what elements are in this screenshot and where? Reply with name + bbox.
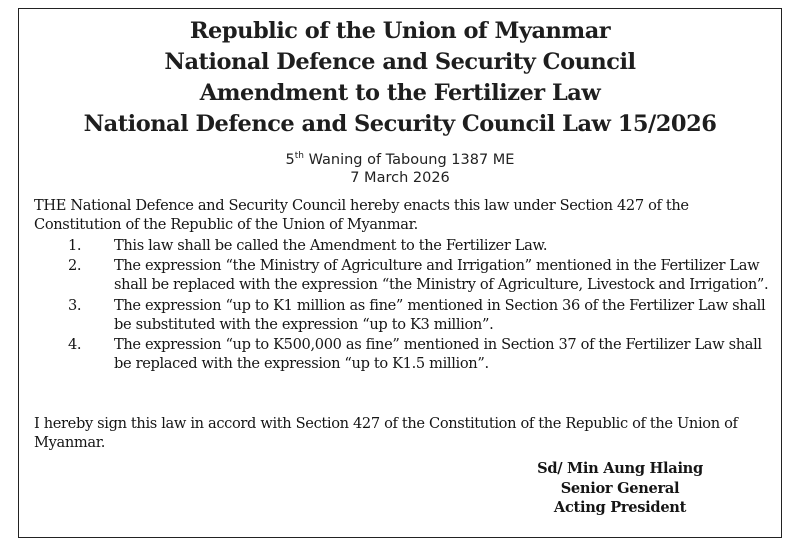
lunar-date <box>18 151 782 169</box>
country-title: Republic of the Union of Myanmar <box>189 18 611 44</box>
enactment-paragraph: THE National Defence and Security Council hereby enacts this law under Section 427 of the Constitution of the Republic of the Union of Myanmar. <box>34 197 689 234</box>
item-text: The expression “up to K500,000 as fine” mentioned in Section 37 of the Fertilizer Law shall be replaced with the expression “up to K1.5 million”. <box>114 336 762 373</box>
lunar-day-suffix: th <box>294 151 304 162</box>
amendment-list <box>34 236 774 374</box>
lunar-day-number: 5 <box>285 152 295 168</box>
item-number: 3. <box>68 296 82 314</box>
signature-block <box>520 459 720 518</box>
law-number-title: National Defence and Security Council Law 15/2026 <box>83 111 717 137</box>
signing-paragraph: I hereby sign this law in accord with Section 427 of the Constitution of the Republic of the Union of Myanmar. <box>34 415 738 452</box>
gregorian-date: 7 March 2026 <box>350 170 450 186</box>
item-number: 4. <box>68 336 82 354</box>
list-item <box>34 335 774 373</box>
list-item <box>34 236 774 255</box>
date-block <box>18 151 782 187</box>
signatory-rank: Senior General <box>560 479 680 497</box>
council-title: National Defence and Security Council <box>164 49 636 75</box>
list-item <box>34 296 774 334</box>
item-text: This law shall be called the Amendment to the Fertilizer Law. <box>114 237 548 254</box>
law-title: Amendment to the Fertilizer Law <box>199 80 601 106</box>
item-text: The expression “the Ministry of Agriculture and Irrigation” mentioned in the Fertilizer Law shall be replaced with the expression “the Ministry of Agriculture, Livestock and Irrigation”. <box>114 257 769 294</box>
item-number: 2. <box>68 257 82 275</box>
item-text: The expression “up to K1 million as fine” mentioned in Section 36 of the Fertilizer Law shall be substituted with the expression “up to K3 million”. <box>114 296 766 333</box>
list-item <box>34 256 774 294</box>
lunar-date-rest: Waning of Taboung 1387 ME <box>303 152 515 168</box>
document-header <box>18 16 782 140</box>
signatory-name: Sd/ Min Aung Hlaing <box>537 460 703 477</box>
item-number: 1. <box>68 237 82 254</box>
signatory-position: Acting President <box>553 499 687 516</box>
